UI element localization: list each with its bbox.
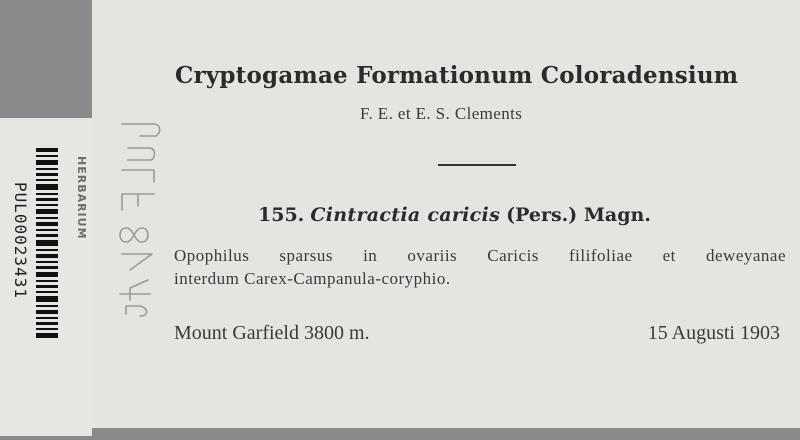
habitat-line-2: interdum Carex-Campanula-coryphio. — [174, 269, 451, 288]
collectors: F. E. et E. S. Clements — [360, 104, 523, 123]
barcode-image — [36, 148, 58, 338]
collection-date: 15 Augusti 1903 — [647, 322, 780, 344]
locality: Mount Garfield 3800 m. — [174, 322, 370, 344]
barcode-number: PUL00023431 — [11, 182, 30, 299]
divider — [438, 164, 516, 166]
species-authority: (Pers.) Magn. — [506, 204, 651, 226]
habitat-description — [174, 244, 786, 290]
herbarium-name: HERBARIUM — [75, 156, 88, 240]
species-name: Cintractia caricis — [310, 204, 501, 226]
specimen-number: 155. — [258, 204, 305, 226]
species-heading — [258, 204, 651, 226]
handwritten-accession-number — [108, 118, 168, 318]
habitat-line-1: Opophilus sparsus in ovariis Caricis filifoliae et deweyanae — [174, 246, 786, 265]
collection-title: Cryptogamae Formationum Coloradensium — [175, 62, 739, 89]
